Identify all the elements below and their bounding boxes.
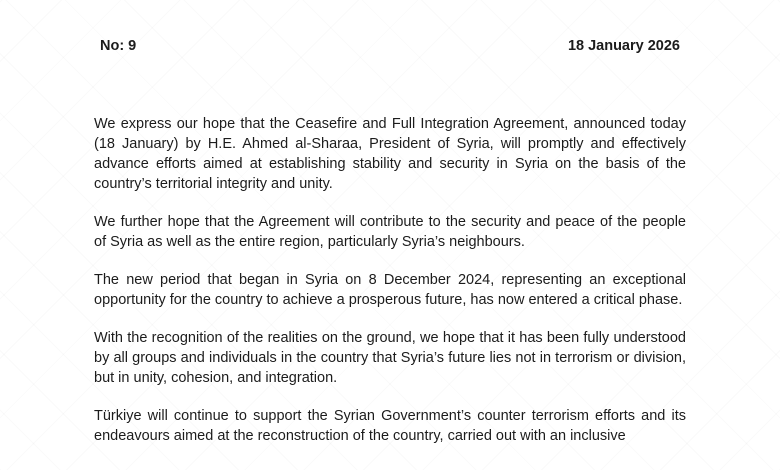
statement-body [94,114,686,464]
paragraph-turkiye-support: Türkiye will continue to support the Syrian Government’s counter terrorism efforts and its endeavours aimed at the reconstruction of the country, carried out with an inclusive [94,408,686,444]
statement-number: No: 9 [100,38,137,54]
paragraph-regional-peace: We further hope that the Agreement will contribute to the security and peace of the people of Syria as well as the entire region, particularly Syria’s neighbours. [94,214,686,250]
document-header [100,38,680,58]
paragraph-ceasefire-hope: We express our hope that the Ceasefire and Full Integration Agreement, announced today (18 January) by H.E. Ahmed al-Sharaa, President of Syria, will promptly and effectively advance efforts aimed at establishing stability and security in Syria on the basis of the country’s territorial integrity and unity. [94,116,686,192]
statement-date: 18 January 2026 [567,38,680,54]
paragraph-new-period: The new period that began in Syria on 8 December 2024, representing an exceptional opportunity for the country to achieve a prosperous future, has now entered a critical phase. [94,272,686,308]
paragraph-unity: With the recognition of the realities on the ground, we hope that it has been fully understood by all groups and individuals in the country that Syria’s future lies not in terrorism or division, but in unity, cohesion, and integration. [94,330,686,386]
